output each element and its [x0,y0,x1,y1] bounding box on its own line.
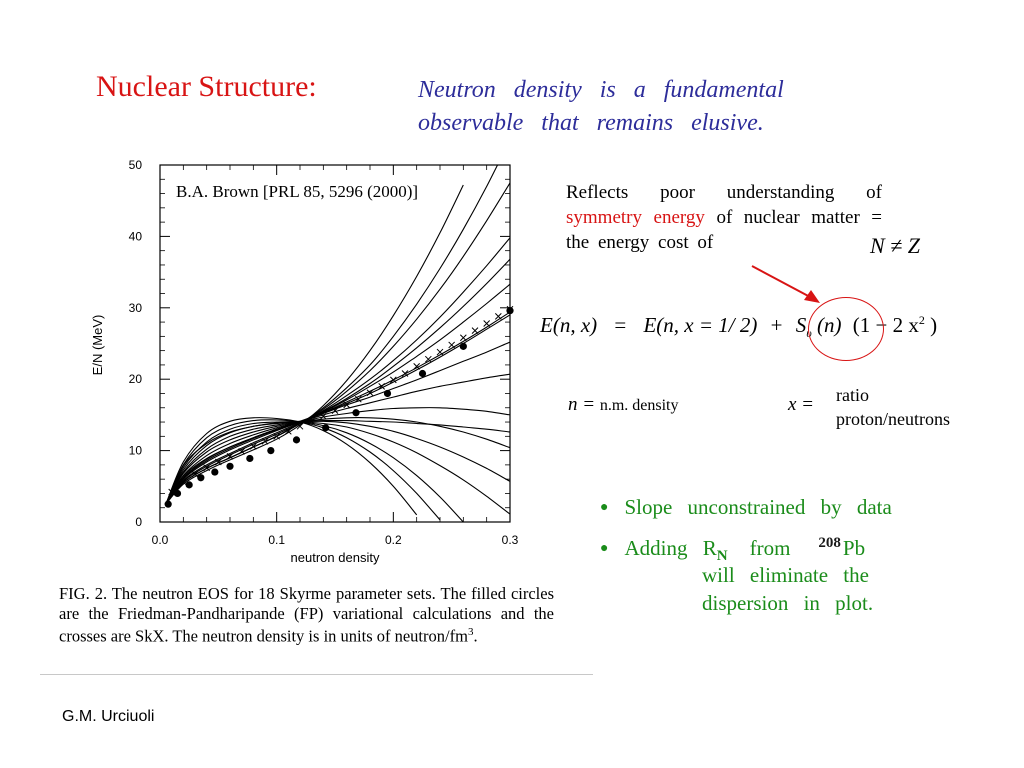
y-tick-label: 40 [128,229,142,244]
bullet2-sub: N [716,548,728,565]
x-def-line-2: proton/neutrons [836,409,950,429]
fp-circle [384,390,391,397]
bullet1-text: Slope unconstrained by data [624,495,892,519]
bullet2-a: Adding R [624,536,717,560]
bullet2-sup: 208 [818,535,841,551]
y-axis-label: E/N (MeV) [90,314,105,376]
n-definition [568,394,679,416]
fp-circle [226,463,233,470]
figure-caption [59,584,554,646]
reflects-b: of nuclear matter = the energy cost of [566,207,883,253]
eq-sym: S [795,313,807,337]
x-tick-label: 0.3 [501,533,519,547]
fp-circle [246,455,253,462]
red-arrow-icon [740,260,830,310]
fp-circle [352,409,359,416]
slide-title: Nuclear Structure: [96,70,317,103]
slide-subtitle [418,74,918,140]
x-definition [836,383,950,431]
bullet-dot-icon: ● [600,541,609,556]
skx-cross [484,321,490,327]
eq-plus: + [770,313,783,337]
n-neq-z: N ≠ Z [870,233,920,258]
x-symbol [788,394,814,416]
caption-divider [40,674,593,675]
fp-circle [419,370,426,377]
eq-sym-sub: υ [806,326,812,341]
subtitle-line-1: Neutron density is a fundamental [418,77,784,103]
eq-lhs: E(n, x) [540,313,598,337]
skyrme-curve-16 [166,259,510,504]
x-tick-labels [152,533,519,547]
y-tick-label: 10 [128,443,142,458]
axis-ticks [160,165,510,522]
subtitle-line-2: observable that remains elusive. [418,110,764,136]
x-axis-label: neutron density [290,550,380,565]
skyrme-curve-12 [166,422,463,522]
x-tick-label: 0.1 [268,533,286,547]
fp-circle [174,490,181,497]
eq-term1: E(n, x = 1/ 2) [643,313,758,337]
fp-circle [211,468,218,475]
x-tick-label: 0.0 [151,533,169,547]
eos-chart [80,150,540,565]
symmetry-energy-term: symmetry energy [566,207,705,228]
skx-cross [495,313,501,319]
eq-factor-close: ) [930,313,938,337]
bullet2-cont-1: will eliminate the [702,563,869,587]
skx-cross [472,328,478,334]
bullet2-cont-2: dispersion in plot. [702,591,874,615]
symmetry-term-highlight [808,297,884,361]
caption-end: . [473,626,478,646]
bullet2-b: from [749,536,791,560]
x-symbol-text: x = [788,394,815,415]
skyrme-curve-3 [166,238,510,504]
eq-sym-arg: (n) [816,313,842,337]
fp-circle [460,343,467,350]
chart-annotation: B.A. Brown [PRL 85, 5296 (2000)] [176,182,419,201]
x-def-line-1: ratio [836,385,869,405]
n-text: n.m. density [599,397,679,414]
symmetry-energy-text [566,180,882,255]
y-tick-label: 0 [135,515,142,529]
skx-cross [449,342,455,348]
bullet-dot-icon: ● [600,500,609,515]
y-tick-label: 30 [128,300,142,315]
fp-circle [322,424,329,431]
eq-factor: (1 − 2 x [852,313,919,337]
caption-text: FIG. 2. The neutron EOS for 18 Skyrme parameter sets. The filled circles are the Friedman-Pandharipande (FP) variational calculations and the crosses are SkX. The neutron density is in units of neutron/fm [59,584,554,646]
y-tick-label: 50 [128,158,142,172]
fp-circle [165,501,172,508]
bullet-slope [600,495,892,520]
skyrme-curve-11 [166,422,510,514]
y-tick-label: 20 [128,372,142,387]
skx-cross [460,335,466,341]
eq-equals: = [614,313,627,337]
y-tick-labels [129,158,143,529]
fp-circle [267,447,274,454]
n-symbol: n = [568,394,596,415]
x-tick-label: 0.2 [384,533,402,547]
reflects-a: Reflects poor understanding of [566,182,882,203]
fp-circle [197,474,204,481]
plot-frame [160,165,510,522]
skyrme-curve-6 [166,342,510,504]
skyrme-curve-15 [166,315,510,504]
caption-sup: 3 [467,626,474,638]
skx-crosses [169,306,513,495]
fp-circle [186,481,193,488]
fp-circle [293,436,300,443]
bullet2-continuation [702,561,873,617]
bullet2-c: Pb [842,536,866,560]
author-name: G.M. Urciuoli [62,708,155,725]
skx-cross [437,349,443,355]
fp-circle [506,307,513,314]
eq-factor-sup: 2 [918,313,925,327]
